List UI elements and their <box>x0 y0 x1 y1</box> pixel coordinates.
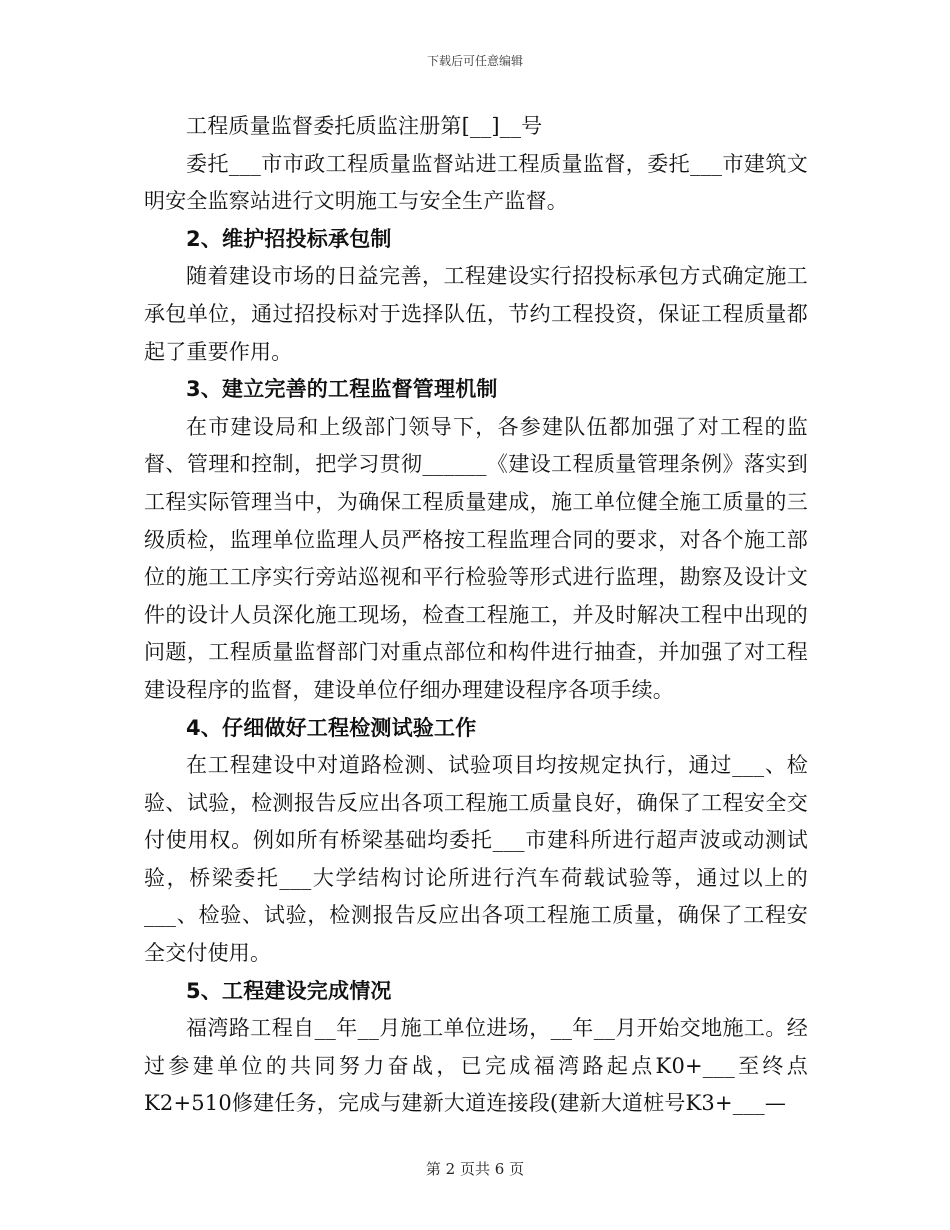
section-heading-2: 2、维护招投标承包制 <box>186 226 392 251</box>
section-heading-5: 5、工程建设完成情况 <box>186 978 392 1003</box>
paragraph-supervision: 在市建设局和上级部门领导下，各参建队伍都加强了对工程的监督、管理和控制，把学习贯彻______《建设工程质量管理条例》落实到工程实际管理当中，为确保工程质量建成，施工单位健全施工质量的三级质检，监理单位监理人员严格按工程监理合同的要求，对各个施工部位的施工工序实行旁站巡视和平行检验等形式进行监理，勘察及设计文件的设计人员深化施工现场，检查工程施工，并及时解决工程中出现的问题，工程质量监督部门对重点部位和构件进行抽查，并加强了对工程建设程序的监督，建设单位仔细办理建设程序各项手续。 <box>144 414 808 702</box>
page-footer: 第 2 页共 6 页 <box>425 1160 525 1178</box>
paragraph-testing: 在工程建设中对道路检测、试验项目均按规定执行，通过___、检验、试验，检测报告反应出各项工程施工质量良好，确保了工程安全交付使用权。例如所有桥梁基础均委托___市建科所进行超声波或动测试验，桥梁委托___大学结构讨论所进行汽车荷载试验等，通过以上的___、检验、试验，检测报告反应出各项工程施工质量，确保了工程安全交付使用。 <box>144 753 808 966</box>
paragraph-completion: 福湾路工程自__年__月施工单位进场，__年__月开始交地施工。经过参建单位的共同努力奋战，已完成福湾路起点K0+___至终点K2+510修建任务，完成与建新大道连接段(建新大道桩号K3+___— <box>144 1016 808 1116</box>
page-header: 下载后可任意编辑 <box>426 54 523 68</box>
document-body <box>144 108 808 1123</box>
section-heading-4: 4、仔细做好工程检测试验工作 <box>186 715 477 740</box>
paragraph-registration: 工程质量监督委托质监注册第[__]__号 <box>186 114 543 138</box>
paragraph-bidding: 随着建设市场的日益完善，工程建设实行招投标承包方式确定施工承包单位，通过招投标对于选择队伍，节约工程投资，保证工程质量都起了重要作用。 <box>144 264 808 364</box>
paragraph-entrust: 委托___市市政工程质量监督站进工程质量监督，委托___市建筑文明安全监察站进行文明施工与安全生产监督。 <box>144 151 808 214</box>
section-heading-3: 3、建立完善的工程监督管理机制 <box>186 377 498 402</box>
